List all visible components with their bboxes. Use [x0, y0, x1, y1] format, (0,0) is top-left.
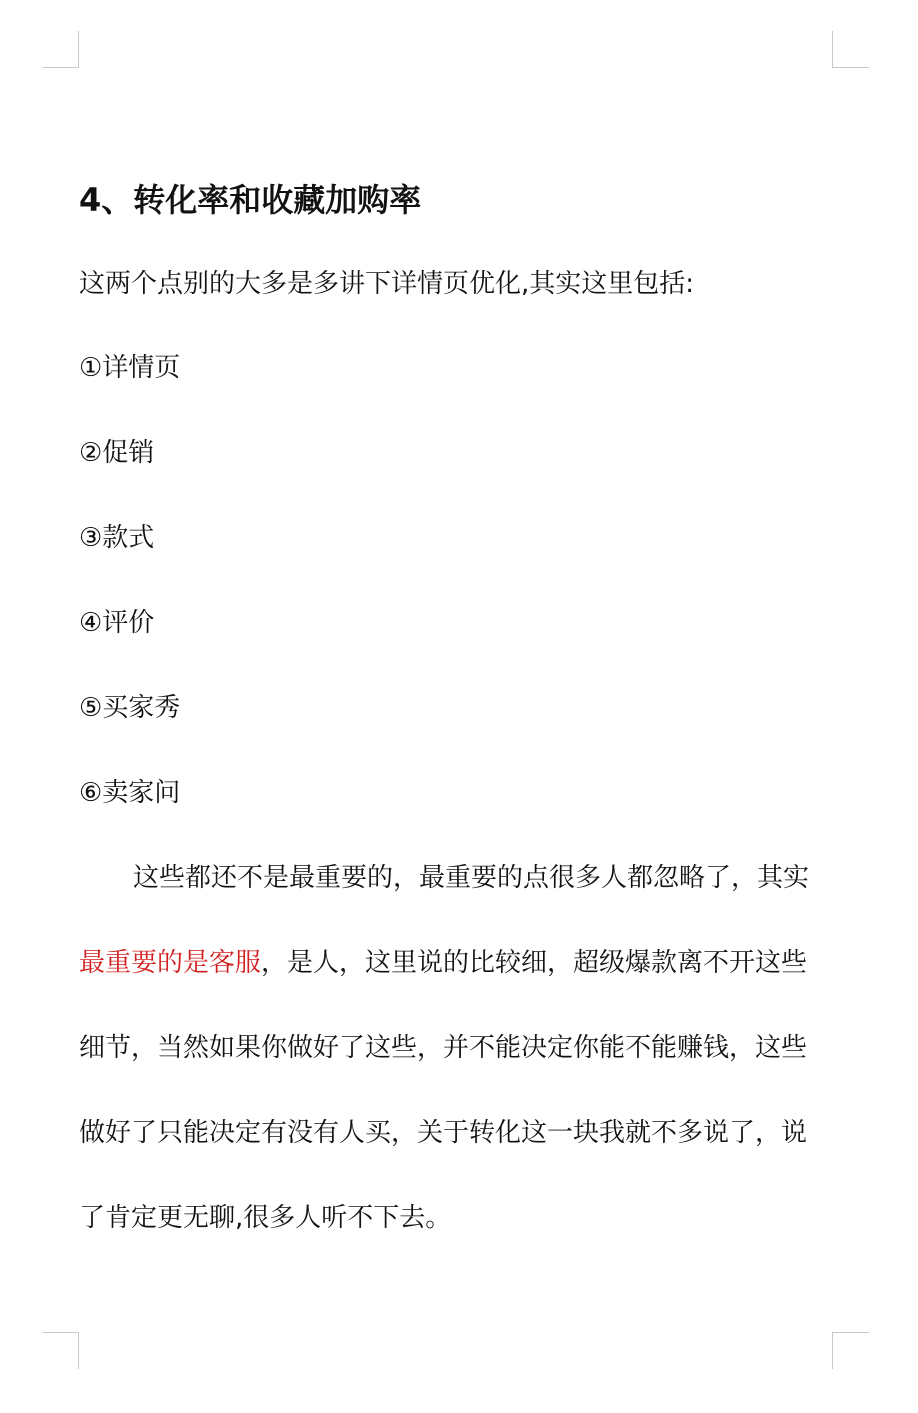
paragraph-line-4: 做好了只能决定有没有人买，关于转化这一块我就不多说了，说 [79, 1118, 808, 1148]
paragraph-line-3: 细节，当然如果你做好了这些，并不能决定你能不能赚钱，这些 [79, 1033, 808, 1063]
body-paragraph [79, 860, 839, 1240]
crop-mark-top-left-horizontal [42, 67, 79, 68]
crop-mark-bottom-left-horizontal [42, 1332, 79, 1333]
paragraph-line-5: 了肯定更无聊,很多人听不下去。 [79, 1203, 452, 1233]
highlighted-text: 最重要的是客服 [79, 948, 262, 978]
list-item-reviews: ④评价 [79, 608, 155, 638]
list-item-style: ③款式 [79, 523, 155, 553]
list-item-buyer-show: ⑤买家秀 [79, 693, 181, 723]
crop-mark-top-right-horizontal [832, 67, 869, 68]
list-item-promotion: ②促销 [79, 438, 155, 468]
list-item-seller-qa: ⑥卖家问 [79, 778, 181, 808]
crop-mark-top-left-vertical [78, 31, 79, 68]
list-item-detail-page: ①详情页 [79, 353, 181, 383]
crop-mark-bottom-left-vertical [78, 1332, 79, 1369]
paragraph-line-2-rest: ，是人，这里说的比较细，超级爆款离不开这些 [261, 948, 808, 978]
crop-mark-bottom-right-vertical [832, 1332, 833, 1369]
crop-mark-bottom-right-horizontal [832, 1332, 869, 1333]
crop-mark-top-right-vertical [832, 31, 833, 68]
paragraph-line-1: 这些都还不是最重要的，最重要的点很多人都忽略了，其实 [133, 863, 810, 893]
section-heading: 4、转化率和收藏加购率 [79, 181, 422, 219]
intro-text: 这两个点别的大多是多讲下详情页优化,其实这里包括: [79, 269, 695, 299]
paragraph-line-2 [79, 945, 807, 981]
